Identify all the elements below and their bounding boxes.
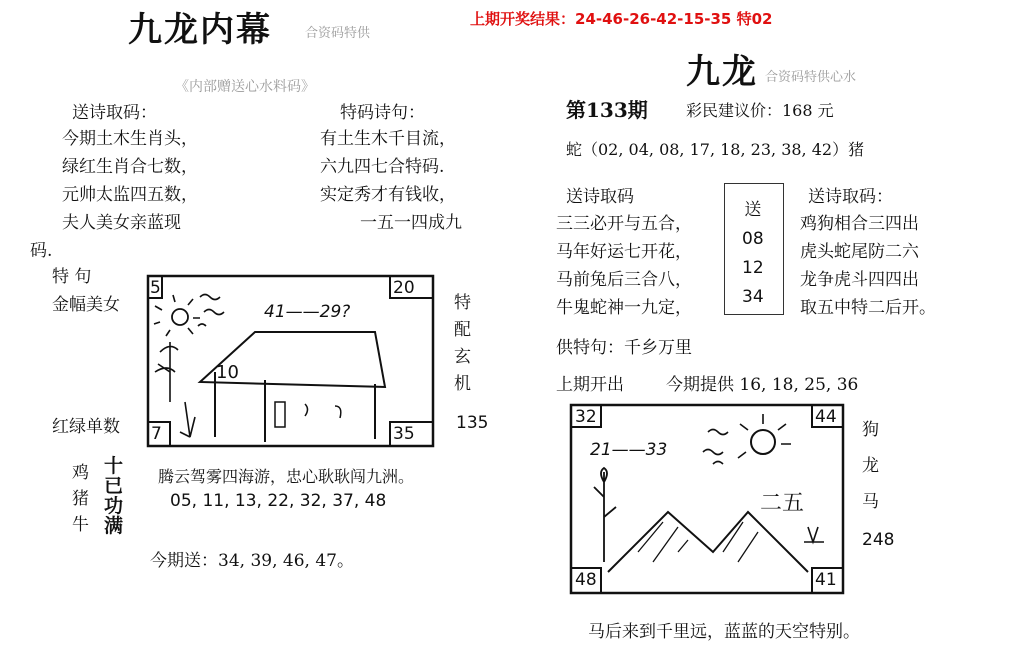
right-poem-heading-left-panel: 特码诗句：: [340, 103, 425, 123]
poem-line: 马年好运七开花，: [556, 242, 692, 262]
poem-line: 牛鬼蛇神一九定，: [556, 298, 692, 318]
left-corner-tr: 20: [393, 278, 415, 298]
send-box-item: 08: [742, 229, 764, 249]
poem-line: 鸡狗相合三四出: [800, 214, 919, 234]
issue-number: 第133期: [566, 98, 648, 122]
right-title-note: 合资码特供心水: [765, 70, 857, 85]
left-vertical-text: [454, 290, 471, 398]
poem-line: 一五一四成九: [360, 213, 462, 233]
poem-wrap: 码.: [30, 241, 53, 261]
right-side-number: 248: [862, 530, 895, 550]
price: 彩民建议价：168 元: [686, 101, 834, 120]
bigchar: 十: [104, 455, 124, 477]
poem-line: 龙争虎斗四四出: [800, 270, 919, 290]
poem-line: 虎头蛇尾防二六: [800, 242, 919, 262]
special-line: 供特句：千乡万里: [556, 338, 692, 358]
send-box-item: 34: [742, 287, 764, 307]
left-numbers: 05, 11, 13, 22, 32, 37, 48: [170, 491, 387, 511]
bigchar: 满: [104, 515, 124, 537]
left-poem-heading: 送诗取码：: [72, 103, 157, 123]
poem-line: 绿红生肖合七数，: [62, 157, 198, 177]
right-picture: [568, 402, 848, 597]
poem-line: 今期土木生肖头，: [62, 129, 198, 149]
poem-line: 夫人美女亲蓝现: [62, 213, 181, 233]
poem-line: 六九四七合特码.: [320, 157, 445, 177]
send-box-item: 送: [744, 200, 762, 220]
poem-line: 马前兔后三合八，: [556, 270, 692, 290]
right-picture-number: 二五: [760, 491, 805, 516]
right-poem-right-lines: [800, 210, 936, 322]
poem-line: 有土生木千目流，: [320, 129, 456, 149]
zodiac: 狗: [862, 420, 879, 440]
vertical-char: 机: [454, 374, 471, 394]
right-side-zodiacs: [862, 412, 879, 520]
right-picture-label: 21——33: [590, 440, 668, 460]
provide-numbers: 今期提供 16, 18, 25, 36: [666, 375, 859, 395]
zodiac: 猪: [72, 489, 89, 509]
poem-line: 实定秀才有钱收，: [320, 185, 456, 205]
zodiac: 马: [862, 492, 879, 512]
left-send: 今期送：34, 39, 46, 47。: [150, 551, 354, 571]
left-title: 九龙内幕: [128, 10, 272, 50]
left-verse: 腾云驾雾四海游，忠心耿耿闯九洲。: [158, 467, 415, 486]
left-title-note: 合资码特供: [305, 26, 371, 41]
right-poem-right-heading: 送诗取码：: [808, 187, 893, 207]
vertical-char: 特: [454, 293, 471, 313]
last-issue-label: 上期开出: [556, 375, 624, 395]
poem-line: 三三必开与五合，: [556, 214, 692, 234]
right-corner-tl: 32: [575, 407, 597, 427]
right-poem-left-heading: 送诗取码: [566, 187, 634, 207]
send-box-item: 12: [742, 258, 764, 278]
left-bigchars: [104, 456, 123, 536]
right-poem-left-lines: [556, 210, 692, 322]
vertical-char: 配: [454, 320, 471, 340]
left-poem-lines: [62, 125, 198, 237]
numbers-line: 蛇（02, 04, 08, 17, 18, 23, 38, 42）猪: [566, 140, 865, 159]
right-corner-br: 41: [815, 570, 837, 590]
vertical-char: 玄: [454, 347, 471, 367]
side-label-redgreen: 红绿单数: [52, 417, 120, 437]
left-corner-br: 35: [393, 424, 415, 444]
zodiac: 龙: [862, 456, 879, 476]
left-picture-label: 41——29?: [264, 302, 351, 322]
left-subtitle: 《内部赠送心水料码》: [175, 79, 315, 95]
bigchar: 功: [104, 495, 124, 517]
zodiac: 牛: [72, 515, 89, 535]
left-picture-number: 10: [216, 362, 239, 383]
right-title: 九龙: [686, 52, 758, 92]
left-corner-tl: 5: [150, 278, 161, 298]
left-corner-bl: 7: [151, 424, 162, 444]
right-corner-tr: 44: [815, 407, 837, 427]
right-corner-bl: 48: [575, 570, 597, 590]
send-box-values: [742, 196, 764, 312]
right-footer: 马后来到千里远，蓝蓝的天空特别。: [588, 622, 860, 642]
zodiac: 鸡: [72, 463, 89, 483]
last-result-header: 上期开奖结果：24-46-26-42-15-35 特02: [470, 10, 773, 28]
left-vertical-number: 135: [456, 413, 489, 433]
left-zodiac-list: [72, 460, 89, 538]
side-label-special: 特 句: [52, 267, 92, 287]
poem-line: 取五中特二后开。: [800, 298, 936, 318]
side-label-beauty: 金幅美女: [52, 295, 120, 315]
special-poem-lines: [320, 125, 462, 237]
bigchar: 已: [104, 475, 124, 497]
poem-line: 元帅太监四五数，: [62, 185, 198, 205]
